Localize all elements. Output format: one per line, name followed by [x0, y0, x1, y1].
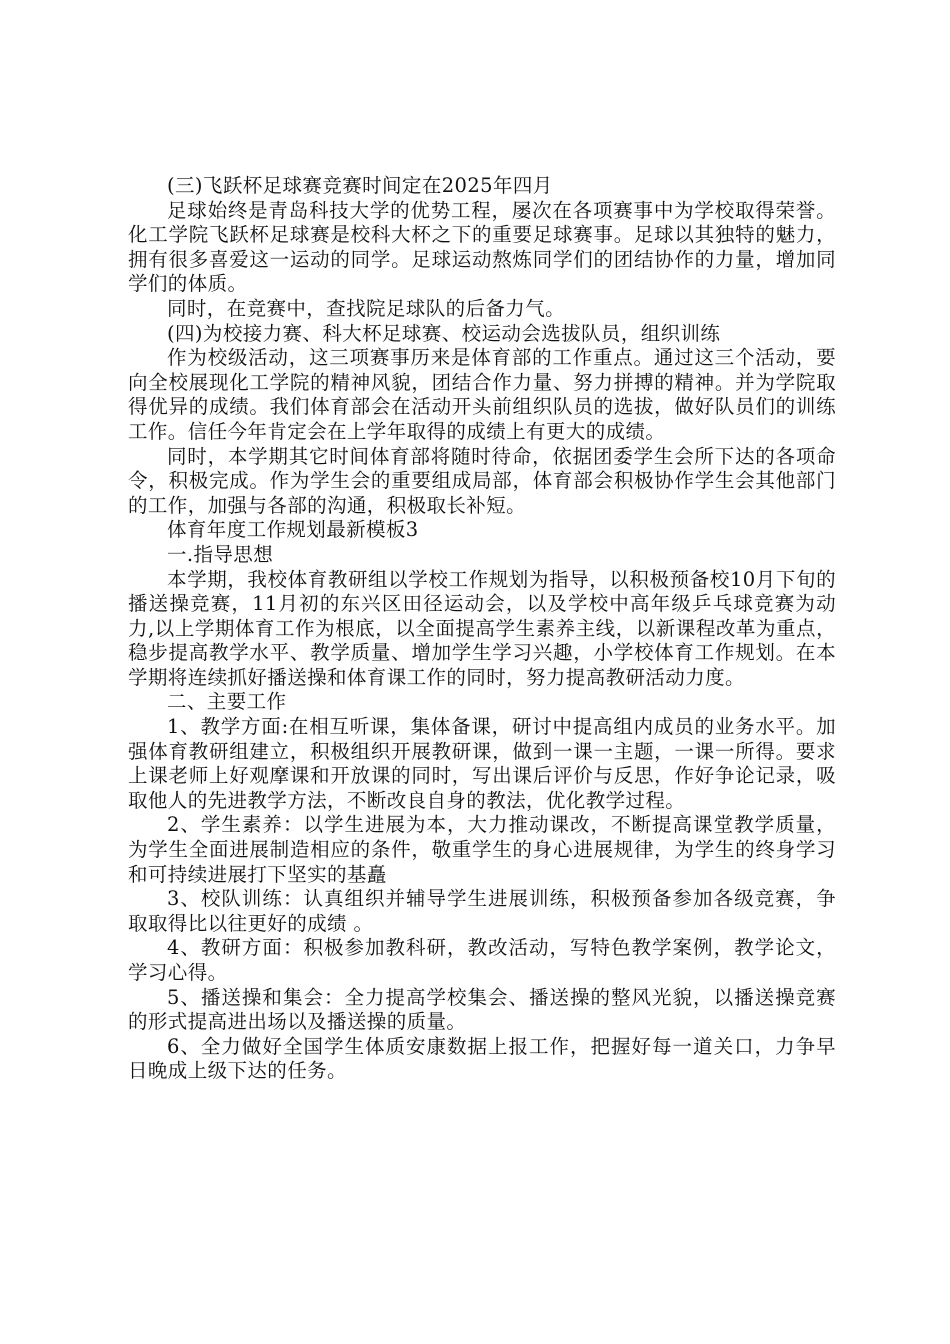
list-item: 2、学生素养：以学生进展为本，大力推动课改，不断提高课堂教学质量，为学生全面进展制造相应的条件，敬重学生的身心进展规律，为学生的终身学习和可持续进展打下坚实的基矗	[128, 813, 836, 886]
paragraph: 足球始终是青岛科技大学的优势工程，屡次在各项赛事中为学校取得荣誉。化工学院飞跃杯足球赛是校科大杯之下的重要足球赛事。足球以其独特的魅力，拥有很多喜爱这一运动的同学。足球运动熬炼同学们的团结协作的力量，增加同学们的体质。	[128, 198, 836, 296]
list-item: 6、全力做好全国学生体质安康数据上报工作，把握好每一道关口，力争早日晚成上级下达的任务。	[128, 1034, 836, 1083]
paragraph: 同时，本学期其它时间体育部将随时待命，依据团委学生会所下达的各项命令，积极完成。作为学生会的重要组成局部，体育部会积极协作学生会其他部门的工作，加强与各部的沟通，积极取长补短。	[128, 444, 836, 517]
paragraph: 同时，在竞赛中，查找院足球队的后备力气。	[167, 296, 566, 320]
document-title: 体育年度工作规划最新模板3	[167, 518, 419, 542]
section-heading-main-work: 二、主要工作	[167, 690, 287, 714]
paragraph: 作为校级活动，这三项赛事历来是体育部的工作重点。通过这三个活动，要向全校展现化工学院的精神风貌，团结合作力量、努力拼搏的精神。并为学院取得优异的成绩。我们体育部会在活动开头前组织队员的选拔，做好队员们的训练工作。信任今年肯定会在上学年取得的成绩上有更大的成绩。	[128, 346, 836, 443]
list-item: 5、播送操和集会：全力提高学校集会、播送操的整风光貌，以播送操竞赛的形式提高进出场以及播送操的质量。	[128, 985, 836, 1034]
section-heading-3: (三)飞跃杯足球赛竞赛时间定在2025年四月	[167, 174, 553, 197]
list-item: 4、教研方面：积极参加教科研，教改活动，写特色教学案例，教学论文，学习心得。	[128, 936, 836, 984]
document-body	[128, 174, 836, 1084]
section-heading-4: (四)为校接力赛、科大杯足球赛、校运动会选拔队员，组织训练	[167, 321, 721, 345]
list-item: 1、教学方面:在相互听课，集体备课，研讨中提高组内成员的业务水平。加强体育教研组建立，积极组织开展教研课，做到一课一主题，一课一所得。要求上课老师上好观摩课和开放课的同时，写出课后评价与反思，作好争论记录，吸取他人的先进教学方法，不断改良自身的教法，优化教学过程。	[128, 715, 836, 812]
section-heading-guiding: 一.指导思想	[167, 542, 274, 566]
paragraph: 本学期，我校体育教研组以学校工作规划为指导，以积极预备校10月下旬的播送操竞赛，11月初的东兴区田径运动会，以及学校中高年级乒乓球竞赛为动力,以上学期体育工作为根底，以全面提高学生素养主线，以新课程改革为重点，稳步提高教学水平、教学质量、增加学生学习兴趣，小学校体育工作规划。在本学期将连续抓好播送操和体育课工作的同时，努力提高教研活动力度。	[128, 567, 836, 689]
list-item: 3、校队训练：认真组织并辅导学生进展训练，积极预备参加各级竞赛，争取取得比以往更好的成绩 。	[128, 887, 836, 935]
